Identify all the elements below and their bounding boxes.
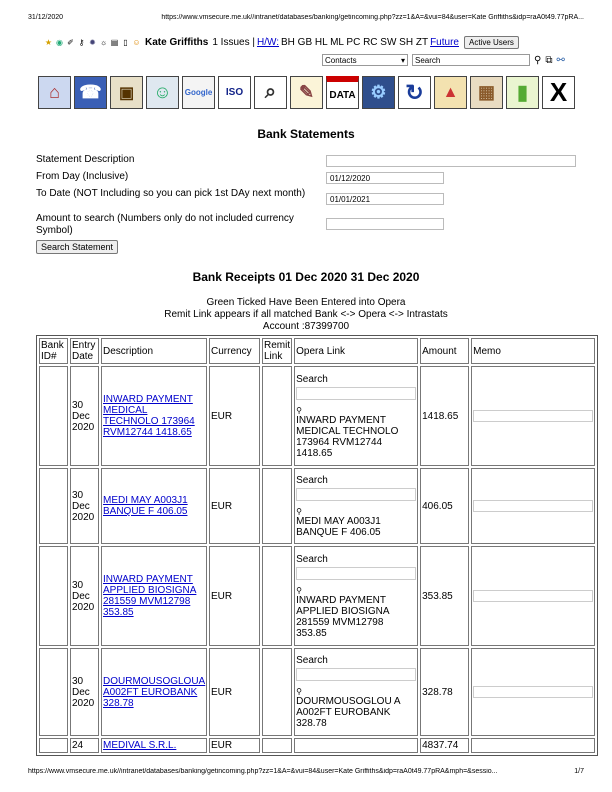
key-icon[interactable]: ⚷ <box>78 38 85 47</box>
top-bar <box>44 36 584 49</box>
google-icon[interactable]: Google <box>182 76 215 109</box>
receipts-title: Bank Receipts 01 Dec 2020 31 Dec 2020 <box>192 270 420 284</box>
amount-cell: 353.85 <box>420 546 469 646</box>
col-entry-date: Entry Date <box>70 338 99 364</box>
opera-link-cell <box>294 546 418 646</box>
description-cell <box>101 546 207 646</box>
search-icon[interactable]: ⚲ <box>296 687 302 696</box>
memo-input[interactable] <box>473 590 593 602</box>
note-green-ticked: Green Ticked Have Been Entered into Opera <box>206 297 406 308</box>
description-cell <box>101 738 207 753</box>
description-link[interactable]: INWARD PAYMENT MEDICAL TECHNOLO 173964 RVM12744 1418.65 <box>103 394 195 438</box>
opera-data-icon[interactable]: DATA <box>326 76 359 109</box>
user-name: Kate Griffiths <box>145 37 209 48</box>
future-link[interactable]: Future <box>430 37 459 48</box>
page-title: Bank Statements <box>257 127 355 141</box>
opera-search-input[interactable] <box>296 567 416 580</box>
memo-input[interactable] <box>473 686 593 698</box>
amount-label: Amount to search (Numbers only do not included currency Symbol) <box>36 213 294 236</box>
to-date-input[interactable]: 01/01/2021 <box>326 193 444 205</box>
smiley-icon[interactable]: ☺ <box>132 38 141 47</box>
till-icon[interactable]: ▣ <box>110 76 143 109</box>
entry-date-cell: 30 Dec 2020 <box>70 468 99 544</box>
iso-icon[interactable]: ISO <box>218 76 251 109</box>
receipt-notes <box>0 297 612 333</box>
contacts-search-input[interactable]: Search <box>412 54 530 66</box>
note-account: Account :87399700 <box>262 321 350 332</box>
statement-form <box>36 154 581 254</box>
statement-description-label: Statement Description <box>36 154 135 165</box>
hw-link[interactable]: H/W: <box>256 37 280 48</box>
table-row <box>39 648 595 736</box>
chart-icon[interactable]: ▲ <box>434 76 467 109</box>
settings-icon[interactable]: ✹ <box>89 38 96 47</box>
remit-link-cell <box>262 648 292 736</box>
active-users-button[interactable]: Active Users <box>464 36 519 49</box>
memo-cell <box>471 648 595 736</box>
opera-match-text: INWARD PAYMENT MEDICAL TECHNOLO 173964 RVM12744 1418.65 <box>296 414 399 459</box>
remit-link-cell <box>262 468 292 544</box>
table-row <box>39 738 595 753</box>
opera-search-input[interactable] <box>296 668 416 681</box>
page-number: 1/7 <box>574 768 584 775</box>
memo-cell <box>471 738 595 753</box>
magnifier-icon[interactable]: ⌕ <box>254 76 287 109</box>
description-link[interactable]: DOURMOUSOGLOUA A002FT EUROBANK 328.78 <box>103 675 206 709</box>
memo-cell <box>471 366 595 466</box>
to-date-label: To Date (NOT Including so you can pick 1st DAy next month) <box>36 188 306 199</box>
opera-link-cell <box>294 738 418 753</box>
opera-link-cell <box>294 366 418 466</box>
opera-search-input[interactable] <box>296 488 416 501</box>
opera-search-label: Search <box>296 373 328 385</box>
note-remit-link: Remit Link appears if all matched Bank <-> Opera <-> Intrastats <box>164 309 448 320</box>
network-icon[interactable]: ⚯ <box>556 54 565 66</box>
box-icon[interactable]: ▦ <box>470 76 503 109</box>
memo-cell <box>471 546 595 646</box>
description-cell <box>101 648 207 736</box>
description-cell <box>101 468 207 544</box>
memo-cell <box>471 468 595 544</box>
external-link-icon[interactable]: ⧉ <box>545 54 553 66</box>
description-link[interactable]: MEDI MAY A003J1 BANQUE F 406.05 <box>103 495 188 517</box>
app-icon-bar <box>38 76 575 109</box>
document-icon[interactable]: ▯ <box>123 38 128 47</box>
contacts-select[interactable] <box>322 54 408 66</box>
remit-link-cell <box>262 738 292 753</box>
description-link[interactable]: INWARD PAYMENT APPLIED BIOSIGNA 281559 MVM12798 353.85 <box>103 574 197 618</box>
site-codes[interactable]: BH GB HL ML PC RC SW SH ZT <box>281 37 429 48</box>
currency-cell: EUR <box>209 648 260 736</box>
table-row <box>39 366 595 466</box>
entry-date-cell: 30 Dec 2020 <box>70 546 99 646</box>
globe-icon[interactable]: ◉ <box>56 38 63 47</box>
col-description: Description <box>101 338 207 364</box>
currency-cell: EUR <box>209 738 260 753</box>
print-footer <box>28 768 584 775</box>
bank-id-cell <box>39 738 68 753</box>
search-icon[interactable]: ⚲ <box>296 506 302 516</box>
opera-link-cell <box>294 648 418 736</box>
amount-cell: 1418.65 <box>420 366 469 466</box>
bug-icon[interactable]: ☼ <box>99 38 108 47</box>
footer-url: https://www.vmsecure.me.uk//intranet/databases/banking/getincoming.php?zz=1&A=&vui=84&user=Kate Griffiths&idp=raA0t49.77pRA&mph=&sessio... <box>28 768 498 775</box>
search-icon[interactable]: ⚲ <box>296 585 302 595</box>
table-row <box>39 546 595 646</box>
print-header <box>28 14 584 21</box>
close-icon[interactable]: X <box>542 76 575 109</box>
remit-link-cell <box>262 546 292 646</box>
opera-link-cell <box>294 468 418 544</box>
print-url: https://www.vmsecure.me.uk//intranet/databases/banking/getincoming.php?zz=1&A=&vui=84&user=Kate Griffiths&idp=raA0t49.77pRA... <box>161 14 584 21</box>
amount-cell: 406.05 <box>420 468 469 544</box>
from-day-label: From Day (Inclusive) <box>36 171 129 182</box>
opera-match-text: MEDI MAY A003J1 BANQUE F 406.05 <box>296 515 381 538</box>
amount-input[interactable] <box>326 218 444 230</box>
pen-icon[interactable]: ✐ <box>67 38 74 47</box>
col-remit-link: Remit Link <box>264 340 291 362</box>
col-currency: Currency <box>209 338 260 364</box>
entry-date-cell: 30 Dec 2020 <box>70 648 99 736</box>
phone-icon[interactable]: ☎ <box>74 76 107 109</box>
bank-id-cell <box>39 546 68 646</box>
description-link[interactable]: MEDIVAL S.R.L. <box>103 740 177 751</box>
book-icon[interactable]: ▮ <box>506 76 539 109</box>
currency-cell: EUR <box>209 366 260 466</box>
search-icon[interactable]: ⚲ <box>296 405 302 415</box>
remit-link-cell <box>262 366 292 466</box>
col-bank-id: Bank ID# <box>39 338 68 364</box>
opera-search-label: Search <box>296 553 328 565</box>
entry-date-cell: 30 Dec 2020 <box>70 366 99 466</box>
opera-match-text: DOURMOUSOGLOU A A002FT EUROBANK 328.78 <box>296 696 401 729</box>
amount-cell: 328.78 <box>420 648 469 736</box>
star-icon[interactable]: ★ <box>44 38 53 47</box>
currency-cell: EUR <box>209 468 260 544</box>
amount-cell: 4837.74 <box>420 738 469 753</box>
col-amount: Amount <box>420 338 469 364</box>
contacts-select-value: Contacts <box>325 56 357 65</box>
currency-cell: EUR <box>209 546 260 646</box>
bank-id-cell <box>39 648 68 736</box>
receipts-table <box>36 335 598 756</box>
notes-icon[interactable]: ✎ <box>290 76 323 109</box>
memo-input[interactable] <box>473 500 593 512</box>
people-icon[interactable]: ☺ <box>146 76 179 109</box>
col-memo: Memo <box>471 338 595 364</box>
statement-description-input[interactable] <box>326 155 576 167</box>
quick-icons <box>44 38 141 47</box>
bank-id-cell <box>39 468 68 544</box>
gears-icon[interactable]: ⚙ <box>362 76 395 109</box>
memo-input[interactable] <box>473 410 593 422</box>
opera-search-label: Search <box>296 474 328 486</box>
opera-search-label: Search <box>296 655 328 666</box>
opera-search-input[interactable] <box>296 387 416 400</box>
contacts-toolbar <box>322 54 565 66</box>
from-day-input[interactable]: 01/12/2020 <box>326 172 444 184</box>
col-opera-link: Opera Link <box>294 338 418 364</box>
calendar-icon[interactable]: ▤ <box>110 38 119 47</box>
table-row <box>39 468 595 544</box>
opera-match-text: INWARD PAYMENT APPLIED BIOSIGNA 281559 MVM12798 353.85 <box>296 594 389 639</box>
bank-id-cell <box>39 366 68 466</box>
search-statement-button[interactable]: Search Statement <box>36 240 118 254</box>
issues-text[interactable]: 1 Issues | <box>212 37 255 48</box>
refresh-icon[interactable]: ↻ <box>398 76 431 109</box>
chevron-down-icon: ▾ <box>400 56 405 65</box>
entry-date-cell: 24 <box>70 738 99 753</box>
search-icon[interactable]: ⚲ <box>534 54 542 66</box>
print-date: 31/12/2020 <box>28 14 64 21</box>
description-cell <box>101 366 207 466</box>
home-icon[interactable]: ⌂ <box>38 76 71 109</box>
